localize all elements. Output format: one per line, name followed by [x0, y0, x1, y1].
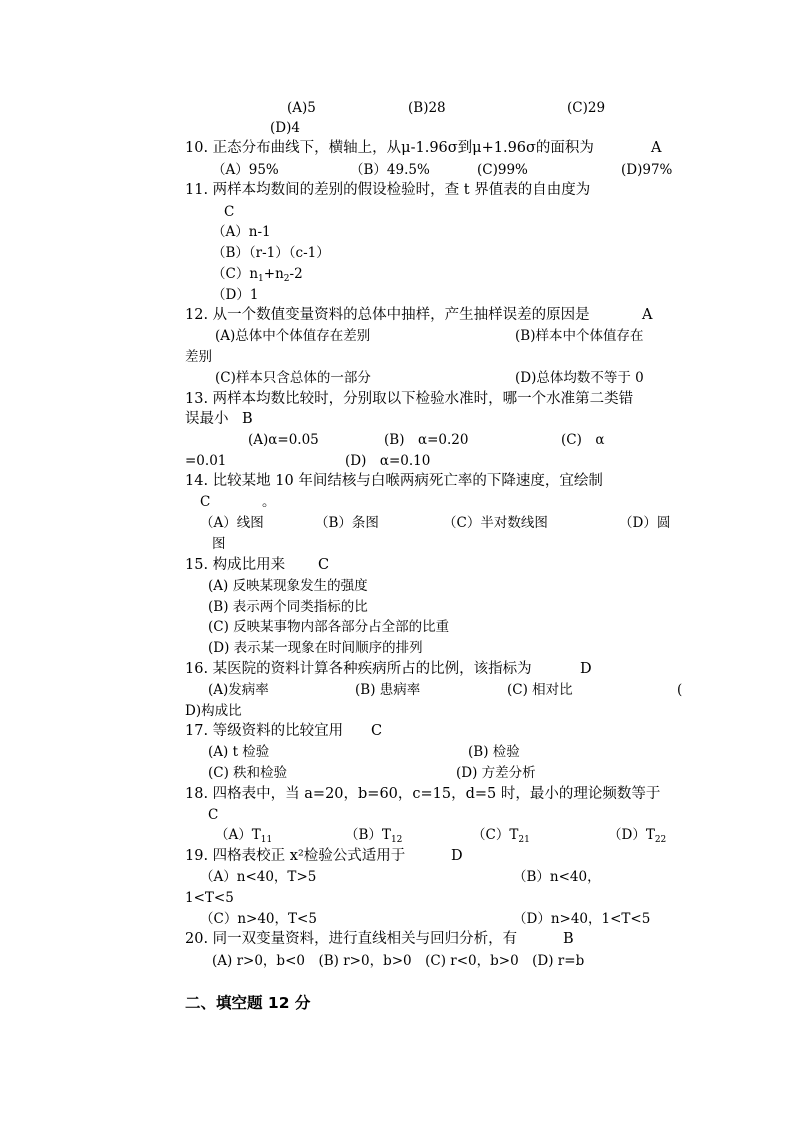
- q18-option-a: $(A)T_{11}$: [215, 827, 273, 845]
- q14-answer: C: [200, 494, 211, 510]
- q19-answer: D: [451, 848, 463, 864]
- q17-answer: C: [371, 723, 383, 739]
- q11-option-a: （A）n-1: [212, 224, 271, 240]
- section-heading: [185, 994, 310, 1012]
- q16-option-a: (A)发病率: [208, 682, 269, 698]
- q16-option-d-wrap: D)构成比: [185, 703, 242, 719]
- q16-stem: 16. 某医院的资料计算各种疾病所占的比例，该指标为: [185, 661, 532, 677]
- q14-option-a: （A）线图: [200, 515, 264, 531]
- q10-option-c: (C)99%: [477, 162, 528, 178]
- q20-options: (A) r>0，b<0 (B) r>0，b>0 (C) r<0，b>0 (D) r=b: [212, 953, 585, 969]
- q14-stem: 14. 比较某地 10 年间结核与白喉两病死亡率的下降速度，宜绘制: [185, 473, 603, 489]
- q10-option-b: （B）49.5%: [350, 162, 430, 178]
- q19-stem: 19. 四格表校正 x²检验公式适用于: [185, 848, 406, 864]
- q15-option-d: (D) 表示某一现象在时间顺序的排列: [208, 640, 423, 656]
- q19-option-b-wrap: 1<T<5: [185, 890, 234, 906]
- q9-option-d: (D)4: [270, 120, 300, 136]
- q13-option-c: (C) α: [561, 432, 605, 448]
- q9-option-c: (C)29: [567, 100, 606, 116]
- q19-option-a: （A）n<40，T>5: [200, 869, 317, 885]
- q10-option-d: (D)97%: [621, 162, 673, 178]
- q16-answer: D: [580, 661, 592, 677]
- q9-option-a: (A)5: [287, 100, 316, 116]
- q14-option-d-wrap: 图: [212, 536, 226, 552]
- q12-option-b-wrap: 差别: [185, 349, 212, 365]
- q12-option-d: (D)总体均数不等于 0: [515, 370, 644, 386]
- q14-option-b: （B）条图: [315, 515, 379, 531]
- q12-option-c: (C)样本只含总体的一部分: [215, 370, 371, 386]
- q16-option-d: (: [677, 682, 683, 698]
- q10-option-a: （A）95%: [212, 162, 279, 178]
- section-title: 二、填空题: [185, 994, 263, 1012]
- q12-stem: 12. 从一个数值变量资料的总体中抽样，产生抽样误差的原因是: [185, 307, 590, 323]
- q17-option-a: (A) t 检验: [208, 744, 270, 760]
- q13-option-c-wrap: =0.01: [185, 453, 227, 469]
- q13-stem-line1: 13. 两样本均数比较时，分别取以下检验水准时，哪一个水准第二类错: [185, 391, 634, 407]
- q19-option-b: （B）n<40，: [513, 869, 601, 885]
- q18-option-c: $(C)T_{21}$: [472, 827, 530, 845]
- q14-answer-period: 。: [262, 494, 276, 510]
- q12-option-b: (B)样本中个体值存在: [515, 328, 644, 344]
- q17-stem: 17. 等级资料的比较宜用: [185, 723, 344, 739]
- q18-option-d: $(D)T_{22}$: [608, 827, 667, 845]
- q14-option-c: （C）半对数线图: [443, 515, 548, 531]
- q15-stem: 15. 构成比用来: [185, 557, 286, 573]
- q17-option-b: (B) 检验: [468, 744, 520, 760]
- q13-option-b: (B) α=0.20: [384, 432, 469, 448]
- q15-option-c: (C) 反映某事物内部各部分占全部的比重: [208, 619, 450, 635]
- q11-answer: C: [224, 204, 235, 220]
- q17-option-d: (D) 方差分析: [456, 765, 536, 781]
- q18-answer: C: [208, 807, 219, 823]
- q11-option-d: （D）1: [212, 287, 259, 303]
- q13-option-d: (D) α=0.10: [345, 453, 431, 469]
- q20-answer: B: [563, 931, 574, 947]
- q17-option-c: (C) 秩和检验: [208, 765, 288, 781]
- q11-stem: 11. 两样本均数间的差别的假设检验时，查 t 界值表的自由度为: [185, 182, 591, 198]
- q13-option-a: (A)α=0.05: [248, 432, 319, 448]
- q12-option-a: (A)总体中个体值存在差别: [215, 328, 371, 344]
- q16-option-c: (C) 相对比: [507, 682, 573, 698]
- q10-stem: 10. 正态分布曲线下，横轴上，从μ-1.96σ到μ+1.96σ的面积为: [185, 140, 594, 156]
- q11-option-b: （B）（r-1）（c-1）: [212, 245, 330, 261]
- section-score: 12 分: [267, 994, 311, 1012]
- q19-option-c: （C）n>40，T<5: [200, 911, 317, 927]
- q18-option-b: $(B)T_{12}$: [345, 827, 403, 845]
- q12-answer: A: [642, 307, 653, 323]
- q9-option-b: (B)28: [408, 100, 446, 116]
- q11-option-c: $(C)n_1+n_2-2$: [212, 266, 303, 284]
- q15-option-b: (B) 表示两个同类指标的比: [208, 599, 368, 615]
- q15-option-a: (A) 反映某现象发生的强度: [208, 578, 368, 594]
- q14-option-d: （D）圆: [619, 515, 671, 531]
- q13-stem-line2: 误最小: [185, 411, 229, 427]
- q15-answer: C: [318, 557, 330, 573]
- q18-stem: 18. 四格表中，当 a=20，b=60，c=15，d=5 时，最小的理论频数等于: [185, 786, 661, 802]
- q10-answer: A: [651, 140, 662, 156]
- q19-option-d: （D）n>40，1<T<5: [513, 911, 651, 927]
- q20-stem: 20. 同一双变量资料，进行直线相关与回归分析，有: [185, 931, 518, 947]
- q13-answer: B: [242, 411, 253, 427]
- q16-option-b: (B) 患病率: [355, 682, 421, 698]
